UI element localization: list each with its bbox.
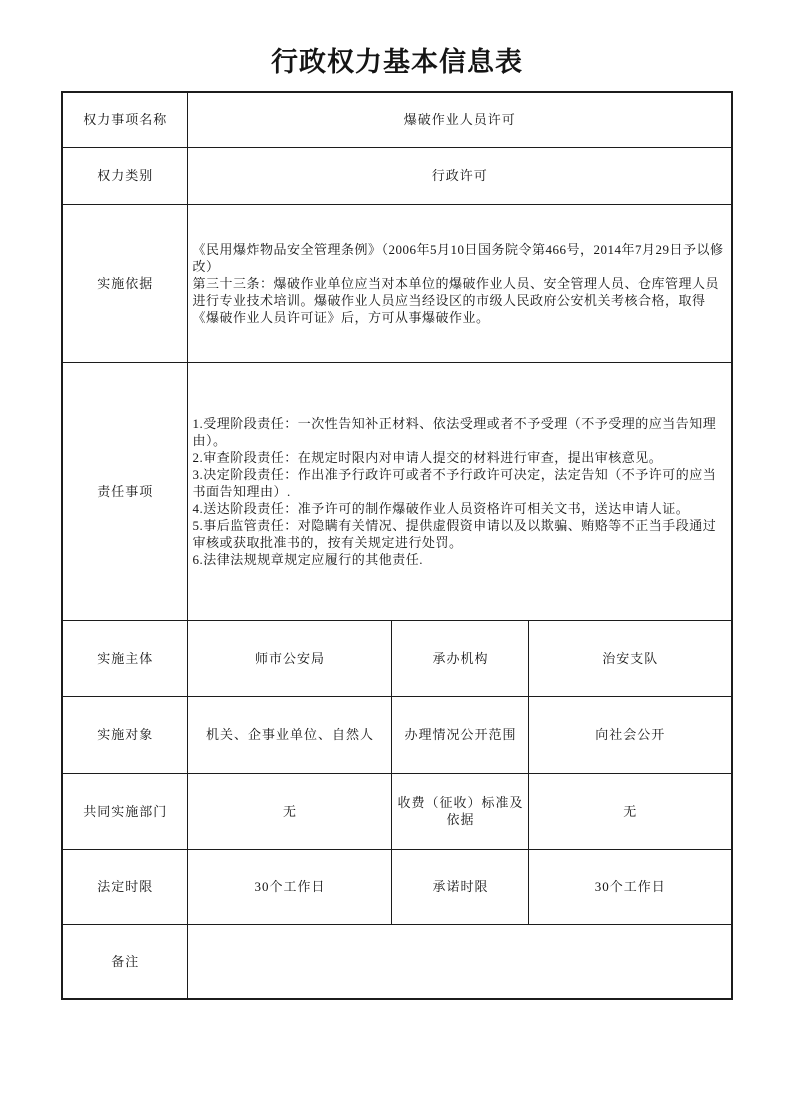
promised-time-limit-label: 承诺时限 xyxy=(392,849,529,924)
responsibility-items-value xyxy=(188,362,732,620)
responsibility-item: 3.决定阶段责任：作出准予行政许可或者不予行政许可决定，法定告知（不予许可的应当书面告知理由）. xyxy=(192,466,717,499)
implementing-body-value: 师市公安局 xyxy=(188,620,392,696)
implementation-target-label: 实施对象 xyxy=(62,696,188,773)
legal-basis-paragraph: 第三十三条：爆破作业单位应当对本单位的爆破作业人员、安全管理人员、仓库管理人员进行专业技术培训。爆破作业人员应当经设区的市级人民政府公安机关考核合格，取得《爆破作业人员许可证》后，方可从事爆破作业。 xyxy=(192,275,719,325)
implementation-basis-label: 实施依据 xyxy=(62,204,188,362)
fee-standard-value: 无 xyxy=(529,773,732,849)
fee-standard-label: 收费（征收）标准及依据 xyxy=(392,773,529,849)
statutory-time-limit-label: 法定时限 xyxy=(62,849,188,924)
responsibility-item: 2.审查阶段责任：在规定时限内对申请人提交的材料进行审查，提出审核意见。 xyxy=(192,449,663,465)
joint-implementation-dept-label: 共同实施部门 xyxy=(62,773,188,849)
disclosure-scope-label: 办理情况公开范围 xyxy=(392,696,529,773)
joint-implementation-dept-value: 无 xyxy=(188,773,392,849)
implementation-target-value: 机关、企事业单位、自然人 xyxy=(188,696,392,773)
undertaking-agency-label: 承办机构 xyxy=(392,620,529,696)
promised-time-limit-value: 30个工作日 xyxy=(529,849,732,924)
power-item-name-value: 爆破作业人员许可 xyxy=(188,92,732,147)
disclosure-scope-value: 向社会公开 xyxy=(529,696,732,773)
undertaking-agency-value: 治安支队 xyxy=(529,620,732,696)
table-row xyxy=(62,92,732,147)
responsibility-item: 5.事后监管责任：对隐瞒有关情况、提供虚假资申请以及以欺骗、贿赂等不正当手段通过审核或获取批准书的，按有关规定进行处罚。 xyxy=(192,517,717,550)
power-category-value: 行政许可 xyxy=(188,147,732,204)
power-item-name-label: 权力事项名称 xyxy=(62,92,188,147)
table-row xyxy=(62,696,732,773)
table-row xyxy=(62,924,732,999)
implementation-basis-value xyxy=(188,204,732,362)
table-row xyxy=(62,849,732,924)
implementing-body-label: 实施主体 xyxy=(62,620,188,696)
table-row xyxy=(62,620,732,696)
table-row xyxy=(62,773,732,849)
legal-basis-paragraph: 《民用爆炸物品安全管理条例》（2006年5月10日国务院令第466号，2014年7月29日予以修改） xyxy=(192,241,724,274)
responsibility-item: 4.送达阶段责任：准予许可的制作爆破作业人员资格许可相关文书，送达申请人证。 xyxy=(192,500,690,516)
remarks-value xyxy=(188,924,732,999)
info-table xyxy=(61,91,733,1000)
table-row xyxy=(62,362,732,620)
responsibility-items-label: 责任事项 xyxy=(62,362,188,620)
table-row xyxy=(62,204,732,362)
responsibility-item: 6.法律法规规章规定应履行的其他责任. xyxy=(192,551,423,567)
remarks-label: 备注 xyxy=(62,924,188,999)
power-category-label: 权力类别 xyxy=(62,147,188,204)
page-title: 行政权力基本信息表 xyxy=(271,47,523,77)
table-row xyxy=(62,147,732,204)
statutory-time-limit-value: 30个工作日 xyxy=(188,849,392,924)
responsibility-item: 1.受理阶段责任：一次性告知补正材料、依法受理或者不予受理（不予受理的应当告知理由）。 xyxy=(192,415,717,448)
